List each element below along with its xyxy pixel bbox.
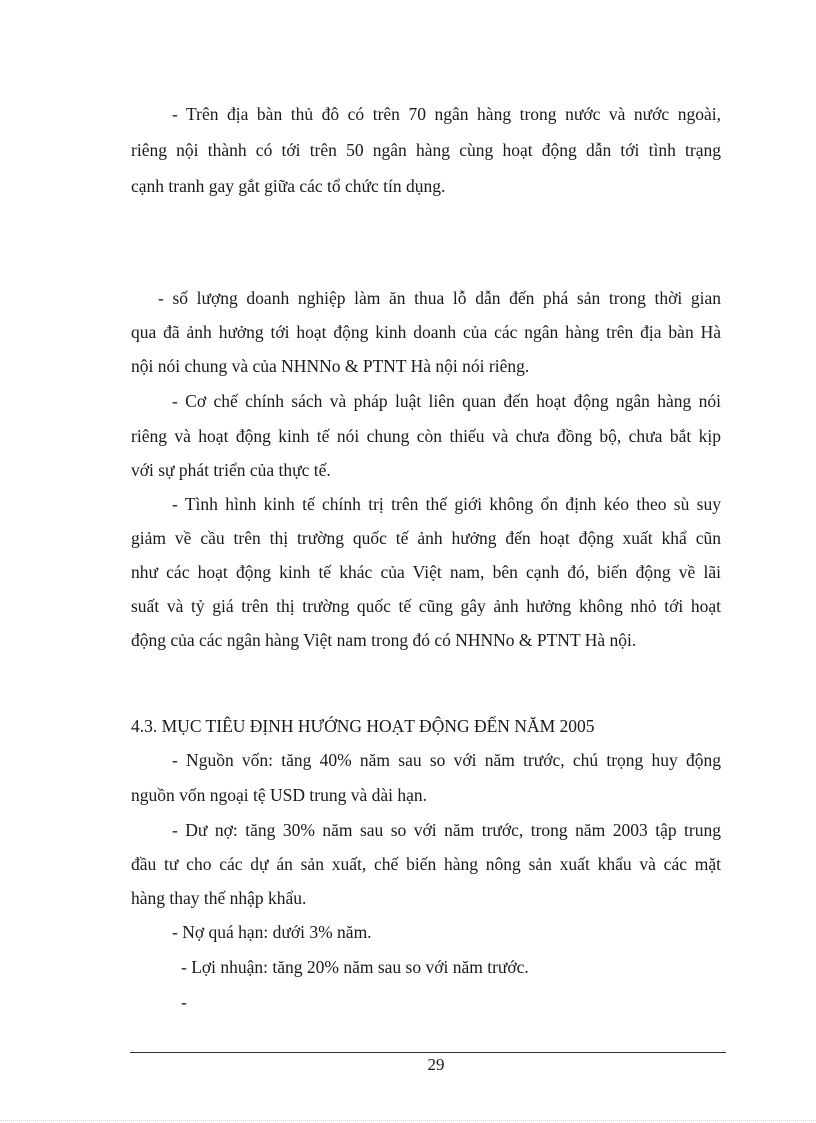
paragraph-4-line-5: động của các ngân hàng Việt nam trong đó có NHNNo & PTNT Hà nội. xyxy=(131,630,637,650)
item-2-line-1: - Dư nợ: tăng 30% năm sau so với năm trước, trong năm 2003 tập trung xyxy=(172,820,721,840)
item-2-line-2: đầu tư cho các dự án sản xuất, chế biến hàng nông sản xuất khẩu và các mặt xyxy=(131,854,721,874)
section-heading: 4.3. MỤC TIÊU ĐỊNH HƯỚNG HOẠT ĐỘNG ĐẾN NĂM 2005 xyxy=(131,716,595,736)
item-5-line-1: - xyxy=(181,992,187,1012)
paragraph-2-line-2: qua đã ảnh hưởng tới hoạt động kinh doanh của các ngân hàng trên địa bàn Hà xyxy=(131,322,721,342)
footer-rule xyxy=(130,1052,726,1053)
paragraph-3-line-2: riêng và hoạt động kinh tế nói chung còn thiếu và chưa đồng bộ, chưa bắt kịp xyxy=(131,426,721,446)
page-bottom-edge xyxy=(0,1120,816,1121)
paragraph-4-line-1: - Tình hình kinh tế chính trị trên thế giới không ổn định kéo theo sù suy xyxy=(172,494,721,514)
item-1-line-2: nguồn vốn ngoại tệ USD trung và dài hạn. xyxy=(131,785,427,805)
paragraph-1-line-2: riêng nội thành có tới trên 50 ngân hàng cùng hoạt động dẫn tới tình trạng xyxy=(131,140,721,160)
paragraph-1-line-3: cạnh tranh gay gắt giữa các tổ chức tín dụng. xyxy=(131,176,446,196)
paragraph-2-line-1: - số lượng doanh nghiệp làm ăn thua lỗ dẫn đến phá sản trong thời gian xyxy=(158,288,721,308)
item-2-line-3: hàng thay thế nhập khẩu. xyxy=(131,888,307,908)
paragraph-4-line-2: giảm về cầu trên thị trường quốc tế ảnh hưởng đến hoạt động xuất khẩ cũn xyxy=(131,528,721,548)
paragraph-4-line-4: suất và tỷ giá trên thị trường quốc tế cũng gây ảnh hưởng không nhỏ tới hoạt xyxy=(131,596,721,616)
paragraph-4-line-3: như các hoạt động kinh tế khác của Việt nam, bên cạnh đó, biến động về lãi xyxy=(131,562,721,582)
paragraph-2-line-3: nội nói chung và của NHNNo & PTNT Hà nội nói riêng. xyxy=(131,356,530,376)
item-1-line-1: - Nguồn vốn: tăng 40% năm sau so với năm trước, chú trọng huy động xyxy=(172,750,721,770)
paragraph-3-line-1: - Cơ chế chính sách và pháp luật liên quan đến hoạt động ngân hàng nói xyxy=(172,391,721,411)
item-4-line-1: - Lợi nhuận: tăng 20% năm sau so với năm trước. xyxy=(181,957,529,977)
item-3-line-1: - Nợ quá hạn: dưới 3% năm. xyxy=(172,922,372,942)
page-number: 29 xyxy=(427,1055,445,1074)
paragraph-1-line-1: - Trên địa bàn thủ đô có trên 70 ngân hàng trong nước và nước ngoài, xyxy=(172,104,721,124)
paragraph-3-line-3: với sự phát triển của thực tế. xyxy=(131,460,331,480)
